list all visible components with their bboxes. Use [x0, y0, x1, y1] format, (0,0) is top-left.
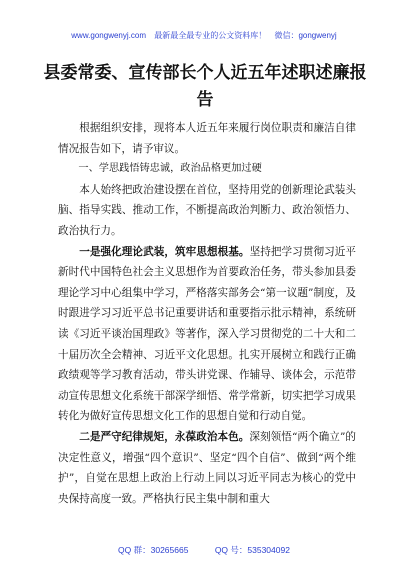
section-heading: 一、学思践悟铸忠诚，政治品格更加过硬 — [78, 163, 262, 175]
document-body — [58, 118, 356, 509]
point-two-title: 二是严守纪律规矩，永葆政治本色。 — [79, 430, 250, 443]
point-one-text: 坚持把学习贯彻习近平新时代中国特色社会主义思想作为首要政治任务，带头参加县委理论学习中心组集中学习，严格落实部务会“第一议题”制度，及时跟进学习习近平总书记重要讲话和重要指示批示精神，系统研读《习近平谈治国理政》等著作，深入学习贯彻党的二十大和二十届历次全会精神、习近平文化思想。扎实开展树立和践行正确政绩观等学习教育活动，带头讲党课、作辅导、谈体会，示范带动宣传思想文化系统干部深学细悟、常学常新，切实把学习成果转化为做好宣传思想文化工作的思想自觉和行动自觉。 — [58, 245, 357, 423]
site-slogan: 最新最全最专业的公文资料库！ — [154, 31, 267, 40]
wechat-id: 微信：gongwenyj — [274, 31, 337, 40]
site-link[interactable]: www.gongwenyj.com — [71, 31, 146, 40]
qq-group: QQ 群：30265665 — [118, 545, 189, 555]
point-two-paragraph — [58, 427, 356, 509]
document-title: 县委常委、宣传部长个人近五年述职述廉报告 — [43, 63, 367, 110]
section-intro-paragraph: 本人始终把政治建设摆在首位，坚持用党的创新理论武装头脑、指导实践、推动工作，不断提高政治判断力、政治领悟力、政治执行力。 — [58, 183, 356, 237]
point-two-text: 深刻领悟“两个确立”的决定性意义，增强“四个意识”、坚定“四个自信”、做到“两个维护”，自觉在思想上政治上行动上同以习近平同志为核心的党中央保持高度一致。严格执行民主集中制和重大 — [58, 430, 356, 505]
header-banner — [0, 30, 408, 41]
point-one-paragraph — [58, 242, 356, 427]
intro-paragraph: 根据组织安排，现将本人近五年来履行岗位职责和廉洁自律情况报告如下，请予审议。 — [58, 122, 356, 155]
footer-banner — [0, 544, 408, 556]
point-one-title: 一是强化理论武装，筑牢思想根基。 — [79, 245, 250, 258]
qq-number: QQ 号：535304092 — [214, 545, 290, 555]
